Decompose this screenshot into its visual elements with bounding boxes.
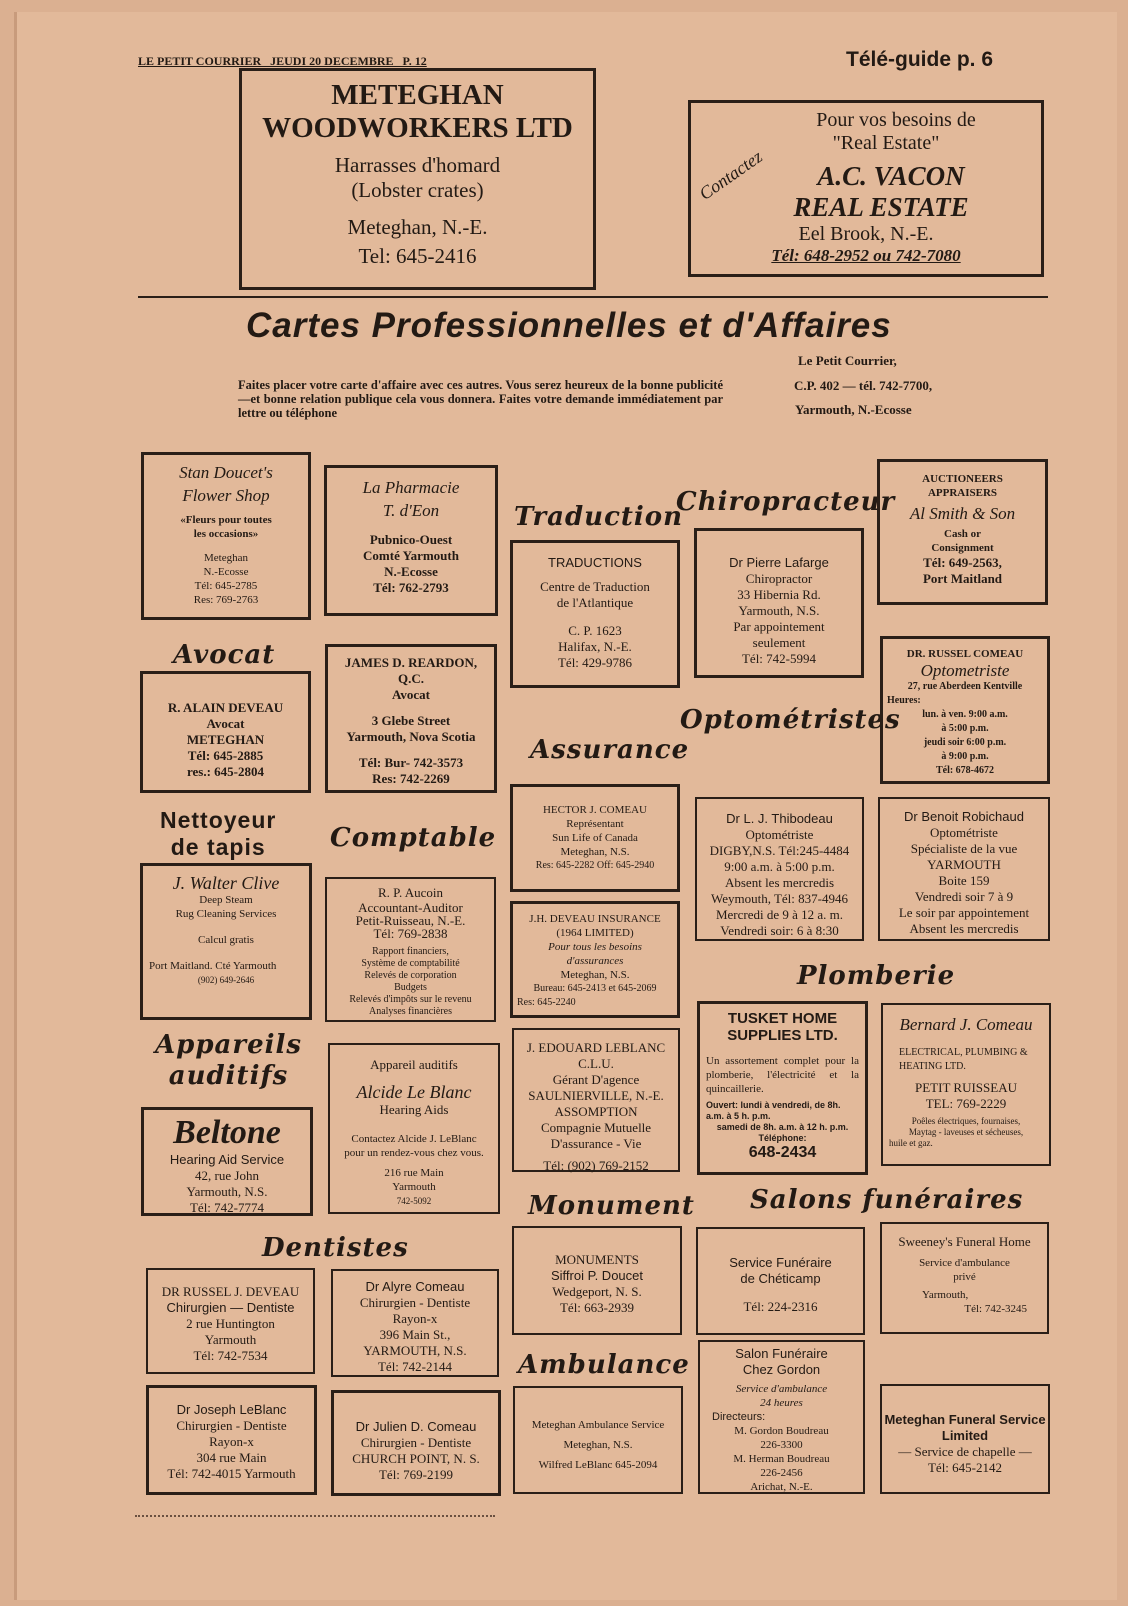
ad-title: A.C. VACON — [817, 161, 965, 191]
card-line: de l'Atlantique — [556, 595, 634, 610]
card-line: Chirurgien - Dentiste — [176, 1418, 287, 1433]
card-line: Tél: 742-2144 — [377, 1359, 452, 1374]
card-line: Relevés d'impôts sur le revenu — [349, 994, 472, 1005]
card-line: Tél: 742-3245 — [964, 1303, 1027, 1315]
card-line: Tél: 678-4672 — [935, 765, 995, 776]
card-title: Meteghan Funeral Service — [884, 1412, 1046, 1427]
card-line: Directeurs: — [712, 1411, 766, 1423]
card-line: — Service de chapelle — — [898, 1444, 1032, 1459]
card-line: Meteghan, N.S. — [560, 969, 630, 981]
card-line: Hearing Aid Service — [169, 1152, 285, 1167]
card-line: Pour tous les besoins — [548, 941, 642, 953]
card-line: Q.C. — [398, 671, 424, 686]
ad-line: Pour vos besoins de — [816, 109, 976, 131]
card-line: Siffroi P. Doucet — [550, 1268, 643, 1283]
ad-phone: Tél: 648-2952 ou 742-7080 — [771, 246, 961, 265]
card-line: Pubnico-Ouest — [369, 532, 453, 547]
card-line: d'assurances — [566, 955, 624, 967]
card-title-2: SUPPLIES LTD. — [727, 1027, 838, 1044]
card-line: Chiropractor — [745, 571, 813, 586]
card-line: Rayon-x — [392, 1311, 438, 1326]
section-salons-funeraires: Salons funéraires — [750, 1185, 1024, 1215]
card-pierre-lafarge — [694, 528, 864, 678]
card-line: Petit-Ruisseau, N.-E. — [355, 913, 466, 928]
card-line: Res: 742-2269 — [372, 771, 450, 786]
section-ambulance: Ambulance — [518, 1350, 690, 1380]
card-phone: 648-2434 — [748, 1144, 817, 1161]
card-line: Cash or — [944, 528, 981, 540]
card-line: Tél: 769-2838 — [373, 926, 448, 941]
card-line: Calcul gratis — [198, 934, 254, 946]
card-line: M. Herman Boudreau — [733, 1453, 830, 1465]
card-line: Tél: 645-2885 — [187, 748, 264, 763]
card-line: Poêles électriques, fournaises, — [911, 1116, 1021, 1126]
card-stan-doucet — [141, 452, 311, 620]
card-line: ASSOMPTION — [554, 1104, 638, 1119]
section-plomberie: Plomberie — [797, 961, 956, 991]
card-line: Boite 159 — [938, 873, 990, 888]
card-line: Meteghan, N.S. — [560, 846, 630, 858]
card-jh-deveau-insurance — [510, 901, 680, 1018]
card-aucoin — [325, 877, 496, 1022]
card-line: HEATING LTD. — [899, 1061, 966, 1072]
card-line: Rug Cleaning Services — [175, 908, 277, 920]
card-title-2: Chez Gordon — [742, 1362, 821, 1377]
card-line: à 9:00 p.m. — [941, 751, 989, 762]
card-line: Centre de Traduction — [540, 579, 650, 594]
card-lj-thibodeau — [695, 797, 864, 941]
card-line: 226-3300 — [760, 1439, 803, 1451]
card-line: Sun Life of Canada — [552, 832, 638, 844]
card-line: Yarmouth, N.S. — [738, 603, 820, 618]
card-line: Avocat — [206, 716, 245, 731]
card-line: Meteghan, N.S. — [563, 1439, 633, 1451]
section-traduction: Traduction — [514, 502, 684, 532]
card-title: MONUMENTS — [555, 1252, 639, 1267]
card-line: les occasions» — [193, 528, 259, 540]
card-line: Par appointement — [733, 619, 825, 634]
card-line: Gérant D'agence — [552, 1072, 640, 1087]
section-nettoyeur-line2: de tapis — [170, 834, 266, 860]
card-title: TUSKET HOME — [727, 1010, 838, 1027]
beltone-logo: Beltone — [173, 1114, 281, 1151]
card-line: 396 Main St., — [379, 1327, 451, 1342]
card-line: METEGHAN — [186, 732, 265, 747]
card-line: Optométriste — [930, 825, 998, 840]
card-title: Al Smith & Son — [909, 504, 1016, 523]
card-line: Rayon-x — [209, 1434, 254, 1449]
card-line: C.L.U. — [578, 1056, 614, 1071]
card-title: R. P. Aucoin — [377, 885, 443, 900]
card-title: R. ALAIN DEVEAU — [167, 700, 284, 715]
card-line: Service d'ambulance — [919, 1257, 1010, 1269]
page-header-left: LE PETIT COURRIER JEUDI 20 DECEMBRE P. 12 — [138, 54, 427, 68]
card-line: privé — [953, 1271, 976, 1283]
card-line: (902) 649-2646 — [197, 975, 255, 985]
card-line: Le soir par appointement — [898, 905, 1030, 920]
card-line: N.-Ecosse — [203, 566, 249, 578]
card-line: Yarmouth, Nova Scotia — [346, 729, 476, 744]
card-line: Tél: 645-2785 — [194, 580, 258, 592]
section-avocat: Avocat — [173, 640, 276, 670]
card-title: Service Funéraire — [729, 1255, 832, 1270]
card-line: TEL: 769-2229 — [925, 1096, 1007, 1111]
card-title-2: Limited — [941, 1428, 989, 1443]
card-line: Deep Steam — [199, 894, 253, 906]
card-salon-gordon — [698, 1340, 865, 1494]
card-title: Dr Julien D. Comeau — [355, 1419, 477, 1434]
card-line: Mercredi de 9 à 12 a. m. — [715, 907, 844, 922]
card-title: Sweeney's Funeral Home — [898, 1234, 1031, 1249]
card-line: 27, rue Aberdeen Kentville — [907, 681, 1023, 692]
card-title: Bernard J. Comeau — [899, 1015, 1033, 1034]
card-title: Dr Pierre Lafarge — [729, 555, 829, 570]
card-line: ELECTRICAL, PLUMBING & — [899, 1047, 1028, 1058]
section-comptable: Comptable — [330, 823, 497, 853]
card-russel-comeau — [880, 636, 1050, 784]
card-beltone — [141, 1107, 313, 1216]
intro-text: Faites placer votre carte d'affaire avec ces autres. Vous serez heureux de la bonne publicité—et bonne relation publique cela vous donnera. Faites votre demande immédiatement par lettre ou téléphone — [238, 378, 723, 420]
ad-title-2: WOODWORKERS LTD — [262, 112, 573, 144]
card-line: Port Maitland. Cté Yarmouth — [149, 960, 277, 972]
card-line: C. P. 1623 — [568, 623, 622, 638]
card-line: DR. RUSSEL COMEAU — [906, 648, 1024, 660]
card-line: Chirurgien - Dentiste — [359, 1295, 471, 1310]
card-line: DIGBY,N.S. Tél:245-4484 — [709, 843, 850, 858]
card-line: Tél: 429-9786 — [557, 655, 632, 670]
card-title: HECTOR J. COMEAU — [542, 804, 647, 816]
card-joseph-leblanc — [146, 1385, 317, 1495]
card-title-2: Flower Shop — [182, 486, 270, 505]
card-line: Tél: 762-2793 — [373, 580, 449, 595]
ad-vacon-real-estate — [688, 100, 1044, 277]
card-line: Vendredi soir: 6 à 8:30 — [720, 923, 839, 938]
section-optometristes: Optométristes — [680, 705, 901, 735]
card-line: Spécialiste de la vue — [910, 841, 1018, 856]
card-line: lun. à ven. 9:00 a.m. — [922, 709, 1008, 720]
card-line: 42, rue John — [195, 1168, 259, 1183]
card-title: Salon Funéraire — [735, 1346, 828, 1361]
card-line: Yarmouth, — [922, 1289, 969, 1301]
card-line: Chirurgien - Dentiste — [360, 1435, 472, 1450]
card-title: Dr Alyre Comeau — [365, 1279, 465, 1294]
section-monument: Monument — [528, 1191, 695, 1221]
card-title: J. Walter Clive — [172, 873, 280, 893]
card-line: Absent les mercredis — [724, 875, 835, 890]
ad-city: Eel Brook, N.-E. — [798, 223, 934, 245]
card-line: Bureau: 645-2413 et 645-2069 — [533, 983, 657, 994]
card-line: Un assortement complet pour la plomberie, l'électricité et la quincaillerie. — [706, 1055, 859, 1095]
card-line: N.-Ecosse — [384, 564, 438, 579]
card-line: res.: 645-2804 — [186, 764, 265, 779]
card-title: JAMES D. REARDON, — [344, 655, 478, 670]
card-line: Tél: (902) 769-2152 — [543, 1158, 649, 1173]
section-chiropracteur: Chiropracteur — [676, 487, 896, 517]
card-title-2: T. d'Eon — [382, 501, 440, 520]
card-line: CHURCH POINT, N. S. — [352, 1451, 480, 1466]
section-nettoyeur-line1: Nettoyeur — [160, 807, 277, 833]
card-siffroi-doucet — [512, 1226, 682, 1335]
card-title: Meteghan Ambulance Service — [531, 1419, 665, 1431]
card-line: 9:00 a.m. à 5:00 p.m. — [724, 859, 835, 874]
section-appareils — [155, 1030, 302, 1092]
section-nettoyeur — [160, 807, 276, 861]
page-header-right: Télé-guide p. 6 — [846, 48, 994, 71]
bottom-dotted-rule — [135, 1515, 495, 1517]
card-line: PETIT RUISSEAU — [915, 1080, 1017, 1095]
card-line: Absent les mercredis — [909, 921, 1019, 936]
card-line: 24 heures — [760, 1397, 803, 1409]
section-dentistes: Dentistes — [262, 1233, 409, 1263]
card-title: Dr Joseph LeBlanc — [176, 1402, 287, 1417]
card-line: Tél: 742-7534 — [193, 1348, 268, 1363]
card-line: à 5:00 p.m. — [941, 723, 989, 734]
card-line: Comté Yarmouth — [363, 548, 459, 563]
card-hector-comeau — [510, 784, 680, 892]
ad-phone: Tel: 645-2416 — [358, 244, 477, 268]
intro-address-2: C.P. 402 — tél. 742-7700, — [794, 378, 933, 393]
intro-address-3: Yarmouth, N.-Ecosse — [795, 402, 912, 417]
card-line: APPRAISERS — [927, 487, 998, 499]
card-line: huile et gaz. — [889, 1138, 933, 1148]
card-line: 216 rue Main — [384, 1167, 444, 1179]
card-title: Dr Benoit Robichaud — [904, 809, 1024, 824]
ad-title: METEGHAN — [331, 79, 504, 111]
card-sweeneys — [880, 1222, 1049, 1334]
card-line: Tél: 224-2316 — [743, 1299, 818, 1314]
card-line: Analyses financières — [368, 1006, 453, 1017]
card-line: Meteghan — [204, 552, 248, 564]
card-line: YARMOUTH, N.S. — [363, 1343, 467, 1358]
card-line: Tél: 663-2939 — [559, 1300, 634, 1315]
card-line: Accountant-Auditor — [358, 900, 463, 915]
card-line: Maytag - laveuses et sécheuses, — [908, 1127, 1024, 1137]
card-line: Yarmouth — [204, 1332, 257, 1347]
card-line: Wilfred LeBlanc 645-2094 — [538, 1459, 658, 1471]
card-line: 3 Glebe Street — [371, 713, 451, 728]
card-line: Arichat, N.-E. — [750, 1481, 813, 1493]
card-line: Appareil auditifs — [370, 1057, 458, 1072]
card-line: Tél: 742-5994 — [741, 651, 816, 666]
card-title: DR RUSSEL J. DEVEAU — [161, 1284, 300, 1299]
card-line: Tél: 645-2142 — [927, 1460, 1002, 1475]
card-line: Tél: 769-2199 — [378, 1467, 453, 1482]
card-line: jeudi soir 6:00 p.m. — [923, 737, 1007, 748]
section-assurance: Assurance — [530, 735, 690, 765]
card-alcide-leblanc — [328, 1043, 500, 1214]
card-line: Représentant — [566, 818, 624, 830]
ad-meteghan-woodworkers — [239, 68, 596, 290]
ad-line: "Real Estate" — [832, 132, 940, 154]
card-line: Contactez Alcide J. LeBlanc — [351, 1133, 477, 1145]
card-line: 304 rue Main — [196, 1450, 267, 1465]
card-auctioneers — [877, 459, 1048, 605]
card-line: Tél: Bur- 742-3573 — [358, 755, 464, 770]
card-line: Ouvert: lundi à vendredi, de 8h. a.m. à 5 h. p.m. — [706, 1100, 841, 1121]
divider — [138, 296, 1048, 298]
card-title-2: de Chéticamp — [740, 1271, 821, 1286]
card-line: Wedgeport, N. S. — [552, 1284, 642, 1299]
card-line: Res: 769-2763 — [193, 594, 259, 606]
card-line: Téléphone: — [758, 1133, 807, 1143]
card-line: 226-2456 — [760, 1467, 803, 1479]
card-meteghan-funeral — [880, 1384, 1050, 1494]
card-line: Vendredi soir 7 à 9 — [914, 889, 1014, 904]
card-line: Avocat — [391, 687, 431, 702]
card-line: Service d'ambulance — [735, 1383, 828, 1395]
card-line: SAULNIERVILLE, N.-E. — [528, 1088, 664, 1103]
card-line: 33 Hibernia Rd. — [737, 587, 821, 602]
card-line: Compagnie Mutuelle — [540, 1120, 652, 1135]
card-line: Hearing Aids — [379, 1102, 449, 1117]
card-benoit-robichaud — [878, 797, 1050, 941]
card-line: Chirurgien — Dentiste — [166, 1300, 295, 1315]
intro-address-1: Le Petit Courrier, — [798, 353, 897, 368]
card-line: Rapport financiers, — [372, 946, 449, 957]
card-title: J.H. DEVEAU INSURANCE — [529, 913, 661, 925]
card-line: samedi de 8h. a.m. à 12 h. p.m. — [716, 1122, 849, 1132]
card-line: Weymouth, Tél: 837-4946 — [710, 891, 848, 906]
card-line: seulement — [752, 635, 806, 650]
card-meteghan-ambulance — [513, 1386, 683, 1494]
card-traductions — [510, 540, 680, 688]
card-walter-clive — [140, 863, 312, 1020]
card-line: 2 rue Huntington — [186, 1316, 275, 1331]
card-line: 742-5092 — [396, 1196, 432, 1206]
card-title: TRADUCTIONS — [548, 555, 642, 570]
card-line: «Fleurs pour toutes — [180, 514, 272, 526]
card-line: M. Gordon Boudreau — [734, 1425, 829, 1437]
card-james-reardon — [325, 644, 497, 793]
ad-line: Harrasses d'homard — [334, 153, 501, 177]
card-title: Stan Doucet's — [179, 463, 273, 482]
section-appareils-line1: Appareils — [155, 1030, 303, 1060]
card-line: (1964 LIMITED) — [556, 927, 634, 939]
card-julien-comeau — [331, 1390, 501, 1496]
card-pharmacie-deon — [324, 465, 498, 616]
card-line: AUCTIONEERS — [922, 473, 1003, 485]
ad-city: Meteghan, N.-E. — [347, 215, 488, 239]
card-line: Tél: 742-4015 Yarmouth — [167, 1466, 296, 1481]
card-russel-deveau — [146, 1268, 315, 1374]
card-service-cheticamp — [696, 1227, 865, 1335]
section-appareils-line2: auditifs — [168, 1061, 289, 1091]
card-line: Halifax, N.-E. — [558, 639, 632, 654]
card-title: J. EDOUARD LEBLANC — [526, 1040, 666, 1055]
ad-contact-label: Contactez — [695, 146, 766, 204]
card-title: La Pharmacie — [362, 478, 460, 497]
card-line: Optométriste — [745, 827, 814, 842]
card-line: Tél: 742-7774 — [189, 1200, 264, 1215]
card-line: Res: 645-2240 — [517, 997, 576, 1008]
card-title: Alcide Le Blanc — [356, 1082, 472, 1102]
page-title: Cartes Professionnelles et d'Affaires — [246, 306, 892, 345]
card-title: Dr L. J. Thibodeau — [726, 811, 833, 826]
card-line: Yarmouth — [392, 1181, 436, 1193]
card-line: Budgets — [394, 982, 427, 993]
card-edouard-leblanc — [512, 1028, 680, 1172]
card-line: Port Maitland — [922, 571, 1003, 586]
card-line: Système de comptabilité — [361, 958, 460, 969]
card-alyre-comeau — [331, 1269, 499, 1377]
card-line: Res: 645-2282 Off: 645-2940 — [535, 860, 655, 871]
card-tusket-home — [697, 1001, 868, 1175]
card-title: Optometriste — [920, 661, 1010, 680]
card-line: Yarmouth, N.S. — [186, 1184, 268, 1199]
card-line: Relevés de corporation — [364, 970, 457, 981]
card-line: Tél: 649-2563, — [923, 555, 1002, 570]
card-line: Consignment — [931, 542, 994, 554]
ad-line: (Lobster crates) — [351, 178, 484, 202]
card-line: YARMOUTH — [927, 857, 1001, 872]
card-bernard-comeau — [881, 1003, 1051, 1166]
card-line: pour un rendez-vous chez vous. — [344, 1147, 484, 1159]
card-line: D'assurance - Vie — [550, 1136, 642, 1151]
card-deveau-avocat — [140, 671, 311, 793]
card-line: Heures: — [887, 695, 921, 706]
ad-title-2: REAL ESTATE — [793, 192, 969, 222]
